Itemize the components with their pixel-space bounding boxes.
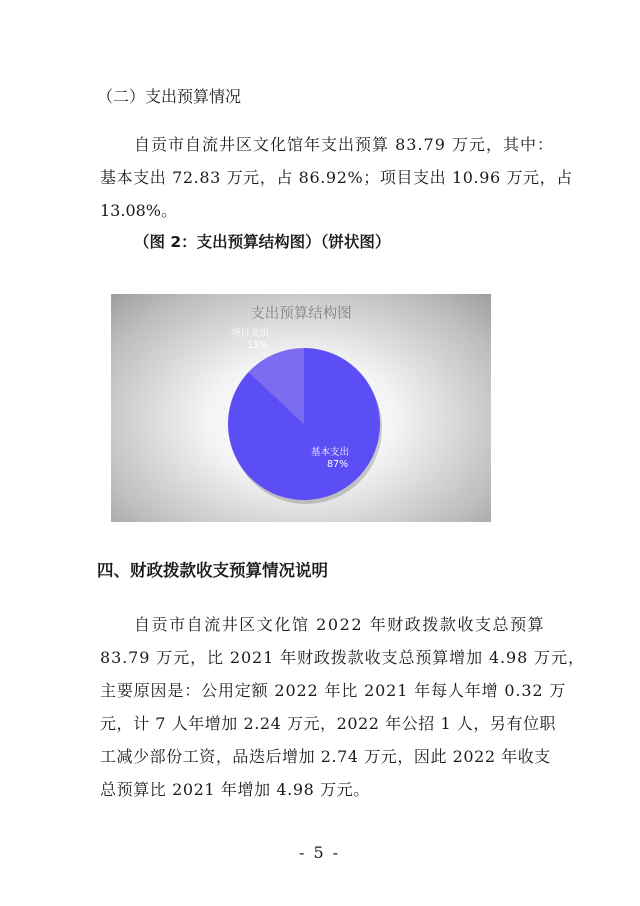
pie-slices — [228, 348, 382, 504]
paragraph-line: 元，计 7 人年增加 2.24 万元，2022 年公招 1 人，另有位职 — [100, 714, 557, 733]
pie-label-category: 项目支出 — [231, 328, 270, 339]
section-heading-expenditure: （二）支出预算情况 — [97, 87, 242, 106]
paragraph-line: 工减少部份工资，品迭后增加 2.74 万元，因此 2022 年收支 — [100, 747, 551, 766]
pie-label-percent: 13% — [247, 340, 269, 351]
paragraph-line: 自贡市自流井区文化馆年支出预算 83.79 万元，其中： — [134, 135, 554, 154]
pie-label-percent: 87% — [327, 459, 349, 470]
section-heading-fiscal: 四、财政拨款收支预算情况说明 — [97, 561, 328, 580]
paragraph-line: 83.79 万元，比 2021 年财政拨款收支总预算增加 4.98 万元， — [100, 648, 585, 667]
page-number: - 5 - — [299, 843, 341, 862]
pie-chart — [111, 294, 491, 522]
paragraph-line: 13.08%。 — [100, 201, 178, 220]
paragraph-line: 总预算比 2021 年增加 4.98 万元。 — [100, 780, 370, 799]
chart-title: 支出预算结构图 — [250, 306, 352, 322]
pie-chart-svg — [111, 294, 491, 522]
paragraph-line: 主要原因是：公用定额 2022 年比 2021 年每人年增 0.32 万 — [100, 681, 567, 700]
pie-label-category: 基本支出 — [311, 447, 350, 458]
paragraph-line: 基本支出 72.83 万元，占 86.92%；项目支出 10.96 万元，占 — [100, 168, 573, 187]
paragraph-line: 自贡市自流井区文化馆 2022 年财政拨款收支总预算 — [134, 615, 546, 634]
figure-caption: （图 2：支出预算结构图）（饼状图） — [134, 233, 391, 251]
